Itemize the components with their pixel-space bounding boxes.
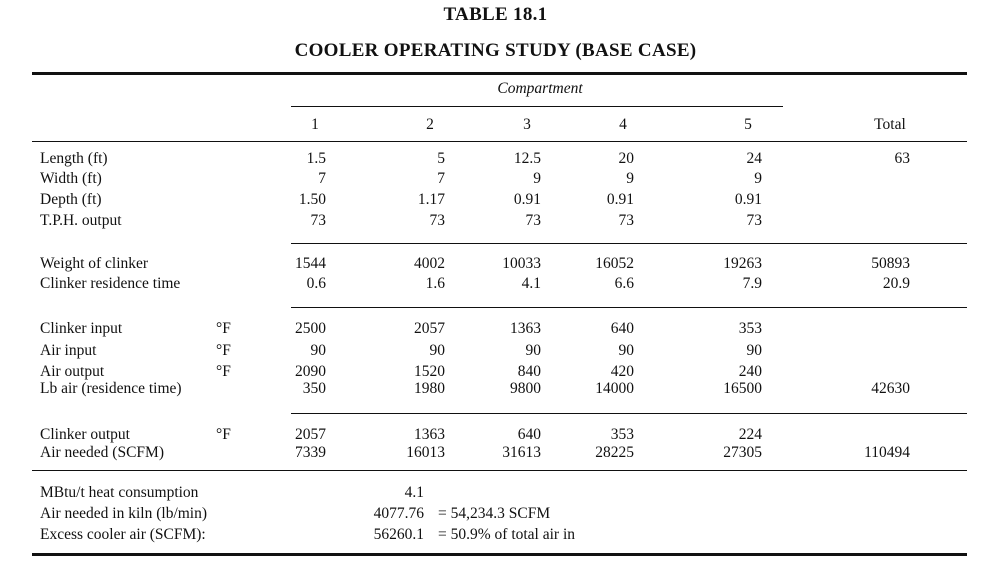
bottom-rule [32,553,967,556]
row-label: Length (ft) [40,150,108,167]
table-cell-compartment-2: 5 [437,150,445,167]
table-cell-compartment-3: 840 [517,363,541,380]
table-cell-compartment-3: 0.91 [513,191,541,208]
table-cell-compartment-3: 10033 [502,255,541,272]
table-cell-total: 50893 [871,255,910,272]
table-cell-compartment-4: 640 [610,320,634,337]
group-rule-4 [32,470,967,471]
table-cell-compartment-5: 27305 [723,444,762,461]
table-cell-compartment-1: 2057 [295,426,326,443]
row-label: Width (ft) [40,170,102,187]
table-cell-compartment-2: 1.17 [417,191,445,208]
table-cell-compartment-4: 0.91 [606,191,634,208]
table-cell-compartment-4: 353 [610,426,634,443]
compartment-header: Compartment [497,80,583,97]
table-cell-compartment-3: 4.1 [521,275,541,292]
column-header-4: 4 [619,116,627,133]
group-rule-3 [291,413,967,414]
table-cell-total: 63 [894,150,910,167]
table-cell-compartment-4: 420 [610,363,634,380]
table-cell-compartment-3: 9 [533,170,541,187]
table-cell-compartment-5: 240 [738,363,762,380]
table-cell-compartment-5: 0.91 [734,191,762,208]
column-header-2: 2 [426,116,434,133]
table-cell-compartment-2: 1520 [414,363,445,380]
table-cell-compartment-1: 350 [302,380,326,397]
row-label: T.P.H. output [40,212,122,229]
column-header-1: 1 [311,116,319,133]
row-label: Clinker residence time [40,275,181,292]
row-label: Clinker input [40,320,123,337]
table-cell-compartment-4: 20 [618,150,634,167]
footer-value: 4077.76 [373,505,424,522]
footer-value: 4.1 [404,484,424,501]
footer-label: MBtu/t heat consumption [40,484,199,501]
row-unit: °F [216,320,231,337]
table-cell-compartment-5: 19263 [723,255,762,272]
table-cell-compartment-1: 90 [310,342,326,359]
table-cell-compartment-4: 6.6 [614,275,634,292]
table-cell-compartment-4: 90 [618,342,634,359]
row-label: Lb air (residence time) [40,380,182,397]
group-rule-1 [291,243,967,244]
table-cell-compartment-2: 73 [429,212,445,229]
table-cell-compartment-3: 12.5 [513,150,541,167]
footer-note: = 54,234.3 SCFM [438,505,551,522]
table-cell-compartment-1: 7 [318,170,326,187]
table-cell-compartment-4: 16052 [595,255,634,272]
footer-value: 56260.1 [373,526,424,543]
table-number: TABLE 18.1 [443,4,548,25]
table-cell-compartment-5: 24 [746,150,762,167]
table-cell-compartment-5: 9 [754,170,762,187]
table-cell-compartment-2: 2057 [414,320,445,337]
table-cell-compartment-1: 2500 [295,320,326,337]
table-title: COOLER OPERATING STUDY (BASE CASE) [294,40,697,61]
table-cell-compartment-2: 1.6 [425,275,445,292]
table-cell-compartment-4: 28225 [595,444,634,461]
table-cell-compartment-4: 9 [626,170,634,187]
table-cell-compartment-1: 2090 [295,363,326,380]
table-cell-compartment-1: 73 [310,212,326,229]
table-cell-compartment-2: 4002 [414,255,445,272]
table-cell-compartment-2: 90 [429,342,445,359]
row-label: Air output [40,363,105,380]
table-cell-compartment-5: 224 [738,426,762,443]
table-cell-compartment-2: 7 [437,170,445,187]
table-cell-compartment-5: 7.9 [742,275,762,292]
table-cell-total: 42630 [871,380,910,397]
table-cell-compartment-2: 1980 [414,380,445,397]
table-cell-compartment-1: 0.6 [306,275,326,292]
footer-label: Excess cooler air (SCFM): [40,526,206,543]
table-cell-compartment-3: 640 [517,426,541,443]
column-header-3: 3 [523,116,531,133]
table-cell-compartment-5: 73 [746,212,762,229]
table-cell-compartment-1: 7339 [295,444,326,461]
total-header: Total [874,116,906,133]
row-unit: °F [216,363,231,380]
table-cell-compartment-4: 14000 [595,380,634,397]
table-cell-compartment-3: 9800 [510,380,541,397]
table-cell-total: 20.9 [882,275,910,292]
column-header-5: 5 [744,116,752,133]
table-cell-compartment-5: 16500 [723,380,762,397]
table-cell-compartment-5: 353 [738,320,762,337]
top-rule [32,72,967,75]
row-label: Clinker output [40,426,130,443]
table-cell-compartment-1: 1.5 [306,150,326,167]
footer-note: = 50.9% of total air in [438,526,576,543]
table-cell-compartment-2: 1363 [414,426,445,443]
table-cell-compartment-3: 1363 [510,320,541,337]
row-unit: °F [216,426,231,443]
table-cell-compartment-1: 1.50 [298,191,326,208]
table-cell-compartment-3: 31613 [502,444,541,461]
table-cell-compartment-5: 90 [746,342,762,359]
table-cell-total: 110494 [864,444,910,461]
footer-label: Air needed in kiln (lb/min) [40,505,208,522]
table-cell-compartment-3: 90 [525,342,541,359]
compartment-rule [291,106,783,107]
table-cell-compartment-4: 73 [618,212,634,229]
row-label: Weight of clinker [40,255,149,272]
row-unit: °F [216,342,231,359]
table-cell-compartment-3: 73 [525,212,541,229]
group-rule-2 [291,307,967,308]
row-label: Depth (ft) [40,191,102,208]
row-label: Air input [40,342,97,359]
row-label: Air needed (SCFM) [40,444,164,461]
table-cell-compartment-1: 1544 [295,255,326,272]
table-cell-compartment-2: 16013 [406,444,445,461]
header-rule [32,141,967,142]
